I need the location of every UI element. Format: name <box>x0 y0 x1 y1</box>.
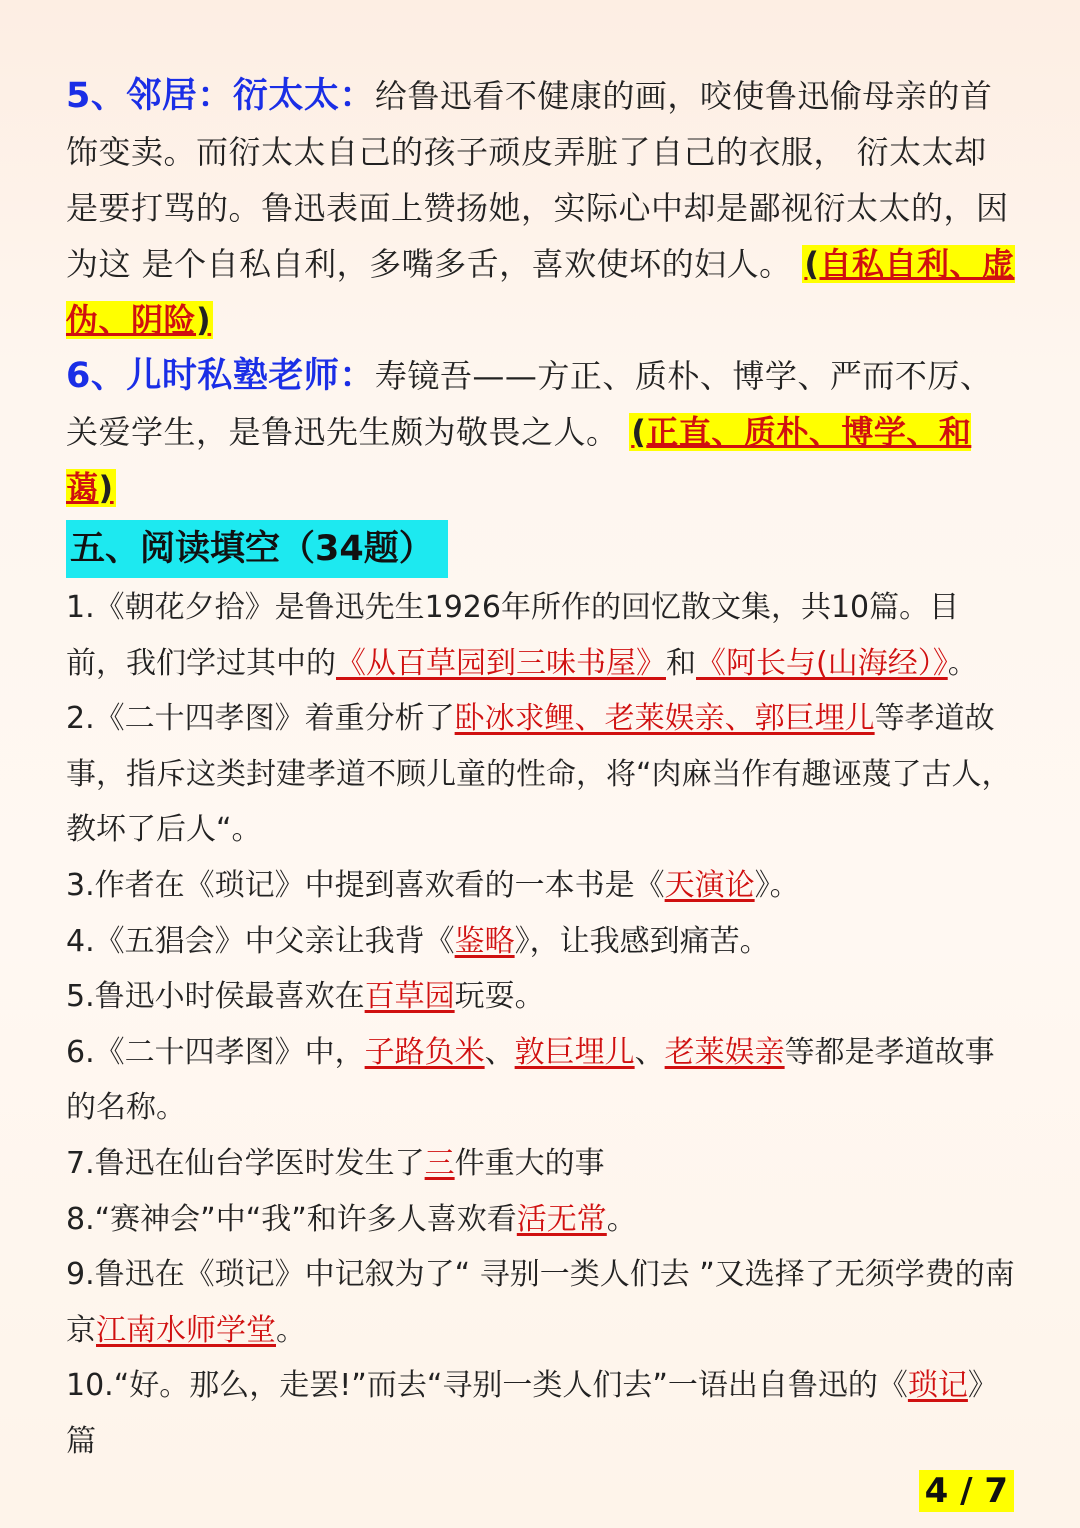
question-text: 件重大的事 <box>454 1145 605 1181</box>
question-text: 7.鲁迅在仙台学医时发生了 <box>66 1145 425 1181</box>
question-text: 6.《二十四孝图》中， <box>66 1034 365 1070</box>
character-heading: 5、邻居：衍太太： <box>66 76 375 116</box>
question-text: 1.《朝花夕拾》是鲁迅先生1926年所作的回忆散文集，共10篇。目前，我们学过其中的 <box>66 590 960 681</box>
page-number: 4 / 7 <box>919 1470 1014 1512</box>
trait-tags: (自私自利、虚伪、阴险) <box>66 245 1015 339</box>
answer: 江南水师学堂 <box>96 1312 276 1348</box>
question-3 <box>66 858 1016 914</box>
character-entry-neighbor <box>66 68 1016 348</box>
question-text: 。 <box>606 1201 637 1237</box>
separator: 、 <box>634 1034 665 1070</box>
question-8 <box>66 1192 1016 1248</box>
question-text: 5.鲁迅小时侯最喜欢在 <box>66 979 365 1015</box>
answer: 百草园 <box>364 979 455 1015</box>
question-7 <box>66 1136 1016 1192</box>
question-text: 》，让我感到痛苦。 <box>514 923 770 959</box>
answer: 敦巨埋儿 <box>514 1034 635 1070</box>
answer: 子路负米 <box>364 1034 485 1070</box>
question-text: 9.鲁迅在《琐记》中记叙为了“ 寻别一类人们去 ”又选择了无须学费的南京 <box>66 1257 1015 1348</box>
answer: 《阿长与(山海经）》 <box>696 645 948 681</box>
question-text: 4.《五猖会》中父亲让我背《 <box>66 923 455 959</box>
question-text: 3.作者在《琐记》中提到喜欢看的一本书是《 <box>66 867 665 903</box>
question-text: 10.“好。那么，走罢!”而去“寻别一类人们去”一语出自鲁迅的《 <box>66 1368 908 1404</box>
answer: 老莱娱亲 <box>664 1034 785 1070</box>
answer: 《从百草园到三味书屋》 <box>336 645 666 681</box>
character-heading: 6、儿时私塾老师： <box>66 356 375 396</box>
answer: 活无常 <box>516 1201 607 1237</box>
question-text: 》篇 <box>66 1368 998 1459</box>
question-2 <box>66 691 1016 858</box>
question-text: 等孝道故事，指斥这类封建孝道不顾儿童的性命，将“肉麻当作有趣诬蔑了古人，教坏了后人“。 <box>66 701 1012 848</box>
question-text: 》。 <box>754 867 800 903</box>
character-entry-teacher <box>66 348 1016 516</box>
question-text: 。 <box>276 1312 306 1348</box>
question-4 <box>66 914 1016 970</box>
question-text: 8.“赛神会”中“我”和许多人喜欢看 <box>66 1201 517 1237</box>
section-title: 五、阅读填空（34题） <box>66 520 448 578</box>
question-10 <box>66 1358 1016 1469</box>
answer: 鉴略 <box>454 923 515 959</box>
trait-tags-text: 自私自利、虚伪、阴险 <box>66 245 1015 339</box>
trait-tags: (正直、质朴、博学、和蔼) <box>66 413 972 507</box>
separator: 、 <box>484 1034 515 1070</box>
character-description: 寿镜吾——方正、质朴、博学、严而不厉、关爱学生，是鲁迅先生颇为敬畏之人。 <box>66 357 993 451</box>
answer: 天演论 <box>664 867 755 903</box>
question-text: 和 <box>666 645 696 681</box>
question-6 <box>66 1025 1016 1136</box>
answer: 卧冰求鲤、老莱娱亲、郭巨埋儿 <box>454 701 875 737</box>
trait-tags-text: 正直、质朴、博学、和蔼 <box>66 413 972 507</box>
question-9 <box>66 1247 1016 1358</box>
question-text: 。 <box>947 645 978 681</box>
answer: 三 <box>424 1145 455 1181</box>
question-text: 2.《二十四孝图》着重分析了 <box>66 701 455 737</box>
answer: 琐记 <box>907 1368 968 1404</box>
character-description: 给鲁迅看不健康的画，咬使鲁迅偷母亲的首饰变卖。而衍太太自己的孩子顽皮弄脏了自己的衣服， 衍太太却是要打骂的。鲁迅表面上赞扬她，实际心中却是鄙视衍太太的，因为这 是个自私自利，多嘴多舌，喜欢使坏的妇人。 <box>66 77 1009 283</box>
question-text: 等都是孝道故事的名称。 <box>66 1034 995 1126</box>
question-5 <box>66 969 1016 1025</box>
question-1 <box>66 580 1016 691</box>
question-text: 玩耍。 <box>454 979 545 1015</box>
